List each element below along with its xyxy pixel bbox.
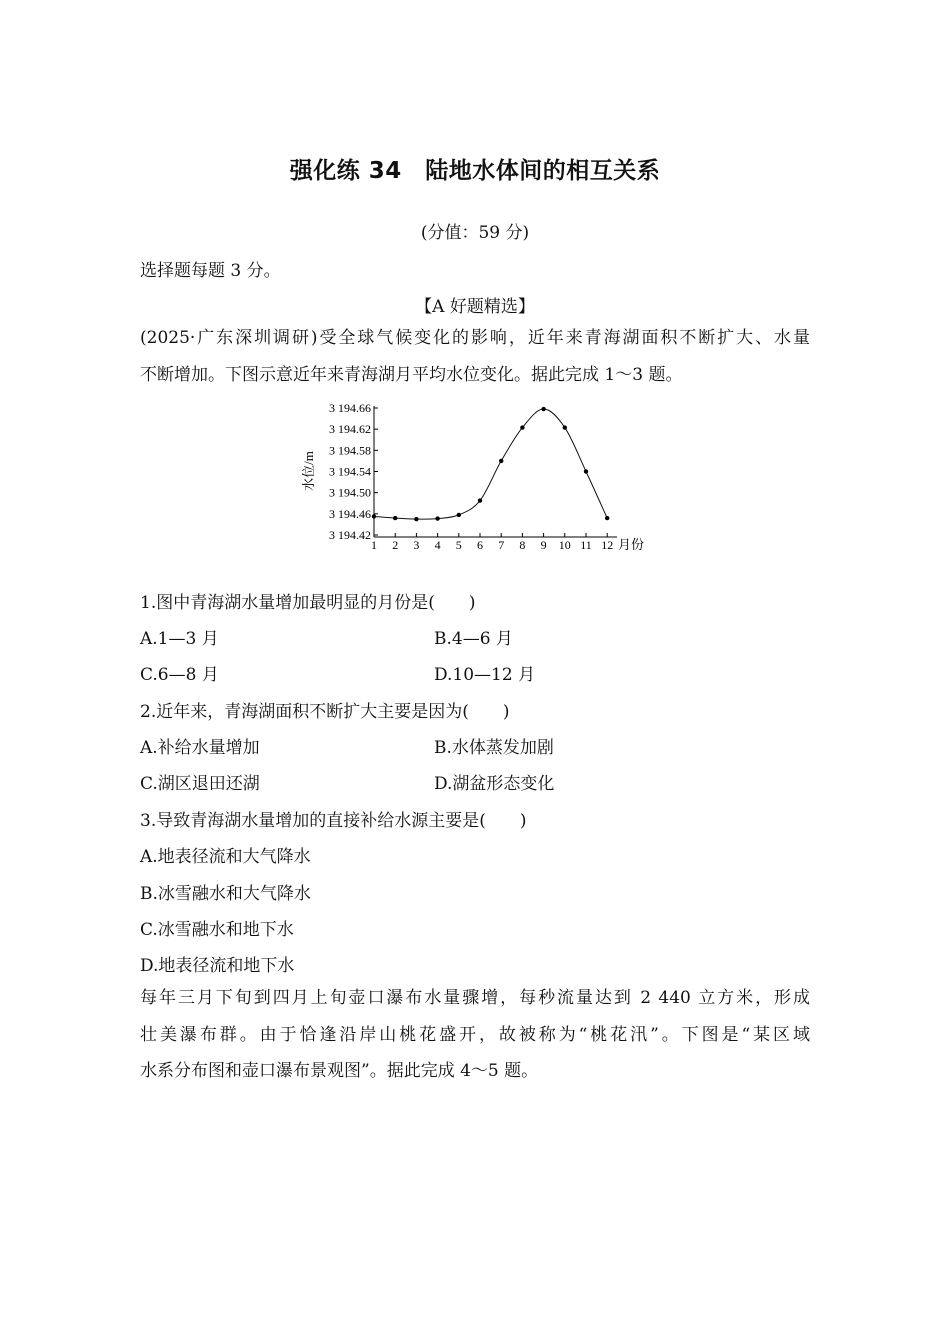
q3-stem: 3.导致青海湖水量增加的直接补给水源主要是( ) bbox=[140, 811, 527, 831]
x-tick-label: 12 bbox=[601, 538, 614, 552]
q1-stem: 1.图中青海湖水量增加最明显的月份是( ) bbox=[140, 593, 476, 613]
x-tick-label: 1 bbox=[371, 538, 377, 552]
y-tick-label: 3 194.54 bbox=[329, 464, 371, 479]
y-tick-label: 3 194.58 bbox=[329, 443, 371, 458]
passage2-line3: 水系分布图和壶口瀑布景观图”。据此完成 4～5 题。 bbox=[140, 1061, 539, 1081]
data-point bbox=[414, 517, 418, 521]
y-tick-label: 3 194.50 bbox=[329, 485, 371, 500]
data-point bbox=[435, 516, 439, 520]
passage1-line2: 不断增加。下图示意近年来青海湖月平均水位变化。据此完成 1～3 题。 bbox=[140, 365, 683, 385]
x-tick-label: 11 bbox=[580, 538, 592, 552]
x-tick-label: 2 bbox=[392, 538, 399, 552]
q1-option-b[interactable]: B.4—6 月 bbox=[434, 629, 513, 649]
data-point bbox=[457, 513, 461, 517]
score-note: (分值：59 分) bbox=[420, 223, 530, 243]
passage2-line1: 每年三月下旬到四月上旬壶口瀑布水量骤增，每秒流量达到 2 440 立方米，形成 bbox=[140, 988, 810, 1008]
chart-plot-area bbox=[301, 401, 644, 552]
q3-option-d[interactable]: D.地表径流和地下水 bbox=[140, 956, 295, 976]
x-tick-label: 6 bbox=[477, 538, 483, 552]
q2-option-c[interactable]: C.湖区退田还湖 bbox=[140, 774, 260, 794]
q2-option-d[interactable]: D.湖盆形态变化 bbox=[434, 774, 555, 794]
data-point bbox=[541, 407, 545, 411]
data-point bbox=[520, 425, 524, 429]
x-tick-label: 8 bbox=[519, 538, 526, 552]
x-tick-label: 7 bbox=[498, 538, 505, 552]
q1-option-d[interactable]: D.10—12 月 bbox=[434, 665, 536, 685]
y-tick-label: 3 194.42 bbox=[329, 528, 371, 542]
q2-stem: 2.近年来，青海湖面积不断扩大主要是因为( ) bbox=[140, 702, 510, 722]
data-point bbox=[584, 469, 588, 473]
q3-option-a[interactable]: A.地表径流和大气降水 bbox=[140, 847, 311, 867]
y-axis-label: 水位/m bbox=[301, 451, 316, 491]
data-point bbox=[499, 459, 503, 463]
data-point bbox=[393, 516, 397, 520]
data-point bbox=[478, 498, 482, 502]
q2-option-b[interactable]: B.水体蒸发加剧 bbox=[434, 738, 554, 758]
x-axis-label: 月份 bbox=[618, 537, 645, 552]
q3-option-b[interactable]: B.冰雪融水和大气降水 bbox=[140, 884, 311, 904]
data-point bbox=[372, 514, 376, 518]
y-tick-label: 3 194.46 bbox=[329, 506, 371, 521]
y-tick-label: 3 194.62 bbox=[329, 422, 371, 437]
x-tick-label: 5 bbox=[455, 538, 462, 552]
page-title: 强化练 34 陆地水体间的相互关系 bbox=[289, 158, 661, 184]
q2-option-a[interactable]: A.补给水量增加 bbox=[140, 738, 260, 758]
data-point bbox=[605, 516, 609, 520]
q3-option-c[interactable]: C.冰雪融水和地下水 bbox=[140, 920, 294, 940]
x-tick-label: 9 bbox=[540, 538, 547, 552]
passage1-line1: (2025·广东深圳调研)受全球气候变化的影响，近年来青海湖面积不断扩大、水量 bbox=[140, 328, 810, 348]
q1-option-a[interactable]: A.1—3 月 bbox=[140, 629, 219, 649]
instruction: 选择题每题 3 分。 bbox=[140, 261, 281, 281]
water-level-chart bbox=[0, 398, 950, 558]
x-tick-label: 4 bbox=[434, 538, 441, 552]
x-tick-label: 3 bbox=[413, 538, 420, 552]
section-heading: 【A 好题精选】 bbox=[415, 297, 535, 317]
y-tick-label: 3 194.66 bbox=[329, 401, 371, 415]
data-point bbox=[563, 425, 567, 429]
x-tick-label: 10 bbox=[558, 538, 571, 552]
passage2-line2: 壮美瀑布群。由于恰逢沿岸山桃花盛开，故被称为“桃花汛”。下图是“某区域 bbox=[140, 1025, 810, 1045]
q1-option-c[interactable]: C.6—8 月 bbox=[140, 665, 219, 685]
water-level-line bbox=[374, 409, 607, 519]
